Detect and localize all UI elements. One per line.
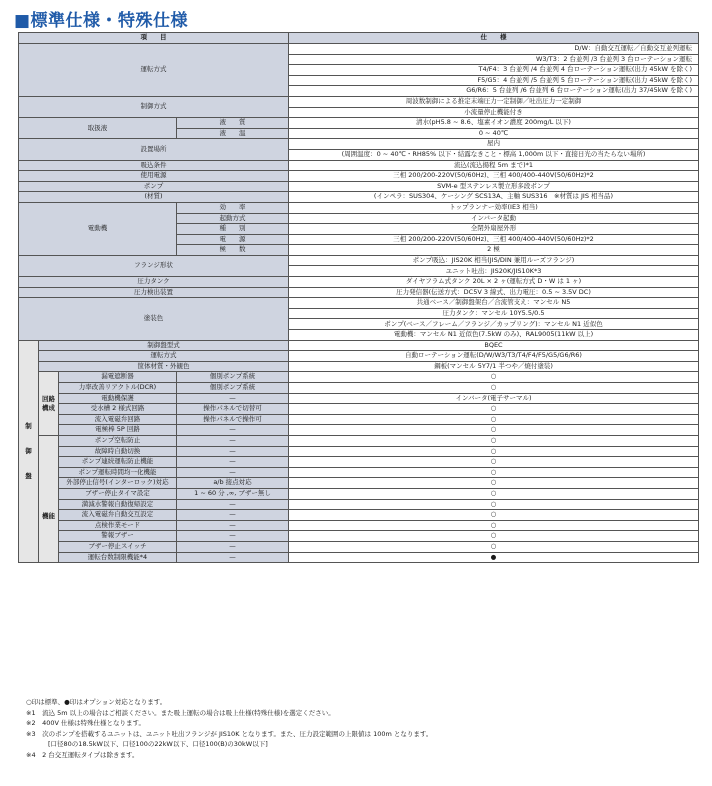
footnotes <box>26 697 432 761</box>
table-row <box>19 457 699 468</box>
toriatsukai-value: 0 ~ 40℃ <box>289 128 699 139</box>
header-item: 項 目 <box>19 33 289 44</box>
circuit-value: ○ <box>289 404 699 415</box>
dengen-value: 三相 200/200-220V(50/60Hz)、三相 400/400-440V(50/60Hz)*2 <box>289 171 699 182</box>
function-sub: — <box>177 499 289 510</box>
table-row <box>19 44 699 55</box>
circuit-value: ○ <box>289 414 699 425</box>
function-value: ○ <box>289 541 699 552</box>
circuit-value: ○ <box>289 425 699 436</box>
dengen-label: 使用電源 <box>19 171 289 182</box>
sensor-value: 圧力発信器(伝送方式：DC5V 3 線式、出力電圧：0.5 ~ 3.5V DC) <box>289 287 699 298</box>
seigyo-line: 周波数制御による推定末端圧力一定制御／吐出圧力一定制御 <box>289 96 699 107</box>
motor-sub: 種 別 <box>177 224 289 235</box>
table-row <box>19 467 699 478</box>
tosou-line: 電動機：マンセル N1 近似色(7.5kW のみ)、RAL9005(11kW 以上) <box>289 330 699 341</box>
footnote: ※2 400V 仕様は特殊仕様となります。 <box>26 719 145 728</box>
table-row <box>19 287 699 298</box>
circuit-group-label: 回路構成 <box>39 372 59 436</box>
table-row <box>19 510 699 521</box>
panel-char: 御 <box>25 447 32 456</box>
header-spec: 仕 様 <box>289 33 699 44</box>
table-row <box>19 160 699 171</box>
table-row <box>19 520 699 531</box>
panel-group-label <box>19 340 39 562</box>
circuit-label: 電動機保護 <box>59 393 177 404</box>
circuit-value: ○ <box>289 383 699 394</box>
table-row <box>19 531 699 542</box>
function-group-label <box>39 435 59 562</box>
function-group-text: 機能 <box>42 511 55 520</box>
table-row <box>19 96 699 107</box>
function-value: ○ <box>289 467 699 478</box>
table-row <box>19 478 699 489</box>
seigyo-line: 小流量停止機能付き <box>289 107 699 118</box>
table-row <box>19 541 699 552</box>
page-title: ■標準仕様・特殊仕様 <box>14 11 189 31</box>
motor-value: 三相 200/200-220V(50/60Hz)、三相 400/400-440V(50/60Hz)*2 <box>289 234 699 245</box>
motor-sub: 起動方式 <box>177 213 289 224</box>
footnote: [口径80の18.5kW以下、口径100の22kW以下、口径100(B)の30kW以下] <box>48 740 268 749</box>
toriatsukai-sub: 液 質 <box>177 118 289 129</box>
table-row <box>19 383 699 394</box>
table-row <box>19 488 699 499</box>
function-value: ○ <box>289 531 699 542</box>
function-label: 警報ブザー <box>59 531 177 542</box>
toriatsukai-value: 清水(pH5.8 ~ 8.6、塩素イオン濃度 200mg/L 以下) <box>289 118 699 129</box>
panel-char: 盤 <box>25 472 32 481</box>
tosou-label: 塗装色 <box>19 298 289 340</box>
function-value: ● <box>289 552 699 563</box>
toriatsukai-label: 取扱液 <box>19 118 177 139</box>
function-sub: — <box>177 531 289 542</box>
function-label: ポンプ運転時間均一化機能 <box>59 467 177 478</box>
table-row <box>19 361 699 372</box>
function-sub: — <box>177 510 289 521</box>
panel-case-label: 筐体材質・外観色 <box>39 361 289 372</box>
function-value: ○ <box>289 446 699 457</box>
function-sub: — <box>177 541 289 552</box>
circuit-sub: — <box>177 425 289 436</box>
motor-value: トップランナー効率(IE3 相当) <box>289 202 699 213</box>
table-row <box>19 277 699 288</box>
circuit-sub: 個別ポンプ系統 <box>177 372 289 383</box>
panel-type-value: BQEC <box>289 340 699 351</box>
function-label: 故障時自動切換 <box>59 446 177 457</box>
function-label: ポンプ空転防止 <box>59 435 177 446</box>
table-row <box>19 351 699 362</box>
function-sub: — <box>177 446 289 457</box>
function-label: 点検作業モード <box>59 520 177 531</box>
function-label: 満減水警報自動復帰設定 <box>59 499 177 510</box>
pump-label-material: (材質) <box>19 192 289 203</box>
panel-char: 制 <box>25 421 32 430</box>
motor-value: 2 極 <box>289 245 699 256</box>
footnote: ※3 次のポンプを搭載するユニットは、ユニット吐出フランジが JIS10K となります。また、圧力設定範囲の上限値は 100m となります。 <box>26 729 433 738</box>
function-label: 運転台数制限機能*4 <box>59 552 177 563</box>
unten-line: T4/F4：3 台並列 /4 台並列 4 台ローテーション運転(出力 45kW を除く) <box>289 65 699 76</box>
tosou-line: 共通ベース／制御盤架台／合流管支え：マンセル N5 <box>289 298 699 309</box>
tank-label: 圧力タンク <box>19 277 289 288</box>
table-row <box>19 181 699 192</box>
tank-value: ダイヤフラム式タンク 20L × 2 ヶ(運転方式 D・W は 1 ヶ) <box>289 277 699 288</box>
flange-line: ポンプ吸込：JIS20K 相当(JIS/DIN 兼用ルーズフランジ) <box>289 255 699 266</box>
table-row <box>19 118 699 129</box>
table-row <box>19 192 699 203</box>
toriatsukai-sub: 液 温 <box>177 128 289 139</box>
table-row <box>19 340 699 351</box>
function-sub: 1 ~ 60 分 ,∞, ブザー無し <box>177 488 289 499</box>
tosou-line: 圧力タンク：マンセル 10Y5.5/0.5 <box>289 308 699 319</box>
function-value: ○ <box>289 510 699 521</box>
circuit-value: インバータ(電子サーマル) <box>289 393 699 404</box>
table-row <box>19 414 699 425</box>
panel-case-value: 鋼板(マンセル 5Y7/1 半つや／焼付塗装) <box>289 361 699 372</box>
table-row <box>19 499 699 510</box>
setchi-line: 屋内 <box>289 139 699 150</box>
function-label: 流入電磁弁自動交互設定 <box>59 510 177 521</box>
table-row <box>19 202 699 213</box>
function-label: ポンプ連続運転防止機能 <box>59 457 177 468</box>
panel-mode-label: 運転方式 <box>39 351 289 362</box>
circuit-label: 漏電遮断器 <box>59 372 177 383</box>
function-value: ○ <box>289 478 699 489</box>
circuit-value: ○ <box>289 372 699 383</box>
function-sub: — <box>177 467 289 478</box>
unten-line: D/W：自動交互運転／自動交互並列運転 <box>289 44 699 55</box>
sensor-label: 圧力検出装置 <box>19 287 289 298</box>
panel-type-label: 制御盤型式 <box>39 340 289 351</box>
unten-line: G6/R6：5 台並列 /6 台並列 6 台ローテーション運転(出力 37/45kW を除く) <box>289 86 699 97</box>
table-row <box>19 139 699 150</box>
table-row <box>19 552 699 563</box>
function-value: ○ <box>289 499 699 510</box>
seigyo-label: 制御方式 <box>19 96 289 117</box>
table-row <box>19 404 699 415</box>
table-row <box>19 446 699 457</box>
unten-label: 運転方式 <box>19 44 289 97</box>
unten-line: F5/G5：4 台並列 /5 台並列 5 台ローテーション運転(出力 45kW を除く) <box>289 75 699 86</box>
table-row <box>19 425 699 436</box>
table-row <box>19 298 699 309</box>
table-row <box>19 393 699 404</box>
table-row <box>19 372 699 383</box>
function-sub: — <box>177 435 289 446</box>
header-row <box>19 33 699 44</box>
function-sub: — <box>177 457 289 468</box>
circuit-label: 受水槽 2 様式回路 <box>59 404 177 415</box>
function-value: ○ <box>289 520 699 531</box>
function-label: ブザー停止タイマ設定 <box>59 488 177 499</box>
function-value: ○ <box>289 435 699 446</box>
unten-line: W3/T3：2 台並列 /3 台並列 3 台ローテーション運転 <box>289 54 699 65</box>
function-label: ブザー停止スイッチ <box>59 541 177 552</box>
motor-sub: 極 数 <box>177 245 289 256</box>
kyuukomi-label: 吸込条件 <box>19 160 289 171</box>
circuit-label: 力率改善リアクトル(DCR) <box>59 383 177 394</box>
circuit-label: 電極棒 5P 回路 <box>59 425 177 436</box>
spec-table <box>18 32 699 563</box>
pump-line: (インペラ：SUS304、ケーシング SCS13A、主軸 SUS316 ※材質は JIS 相当品) <box>289 192 699 203</box>
flange-label: フランジ形状 <box>19 255 289 276</box>
footnote: ※4 2 台交互運転タイプは除きます。 <box>26 750 139 759</box>
circuit-sub: — <box>177 393 289 404</box>
motor-value: インバータ起動 <box>289 213 699 224</box>
table-row <box>19 435 699 446</box>
function-sub: a/b 接点対応 <box>177 478 289 489</box>
table-row <box>19 171 699 182</box>
function-value: ○ <box>289 457 699 468</box>
function-sub: — <box>177 552 289 563</box>
circuit-label: 流入電磁弁回路 <box>59 414 177 425</box>
pump-line: SVM-e 型ステンレス製立形多段ポンプ <box>289 181 699 192</box>
setchi-line: (周囲温度：0 ~ 40℃・RH85% 以下・結露なきこと・標高 1,000m 以下・直接日光の当たらない場所) <box>289 149 699 160</box>
motor-label: 電動機 <box>19 202 177 255</box>
table-row <box>19 255 699 266</box>
pump-label: ポンプ <box>19 181 289 192</box>
function-value: ○ <box>289 488 699 499</box>
circuit-sub: 操作パネルで操作可 <box>177 414 289 425</box>
circuit-sub: 操作パネルで切替可 <box>177 404 289 415</box>
footnote: ※1 流込 5m 以上の場合はご相談ください。また吸上運転の場合は吸上仕様(特殊仕様)を選定ください。 <box>26 708 335 717</box>
circuit-sub: 個別ポンプ系統 <box>177 383 289 394</box>
function-sub: — <box>177 520 289 531</box>
function-label: 外部停止信号(インターロック)対応 <box>59 478 177 489</box>
motor-sub: 電 源 <box>177 234 289 245</box>
kyuukomi-value: 流込(流込揚程 5m まで)*1 <box>289 160 699 171</box>
motor-sub: 効 率 <box>177 202 289 213</box>
motor-value: 全閉外扇屋外形 <box>289 224 699 235</box>
panel-mode-value: 自動ローテーション運転(D/W/W3/T3/T4/F4/F5/G5/G6/R6) <box>289 351 699 362</box>
setchi-label: 設置場所 <box>19 139 289 160</box>
flange-line: ユニット吐出：JIS20K/JIS10K*3 <box>289 266 699 277</box>
footnote: ○印は標準、●印はオプション対応となります。 <box>26 698 167 706</box>
tosou-line: ポンプ(ベース／フレーム／フランジ／カップリング)：マンセル N1 近似色 <box>289 319 699 330</box>
